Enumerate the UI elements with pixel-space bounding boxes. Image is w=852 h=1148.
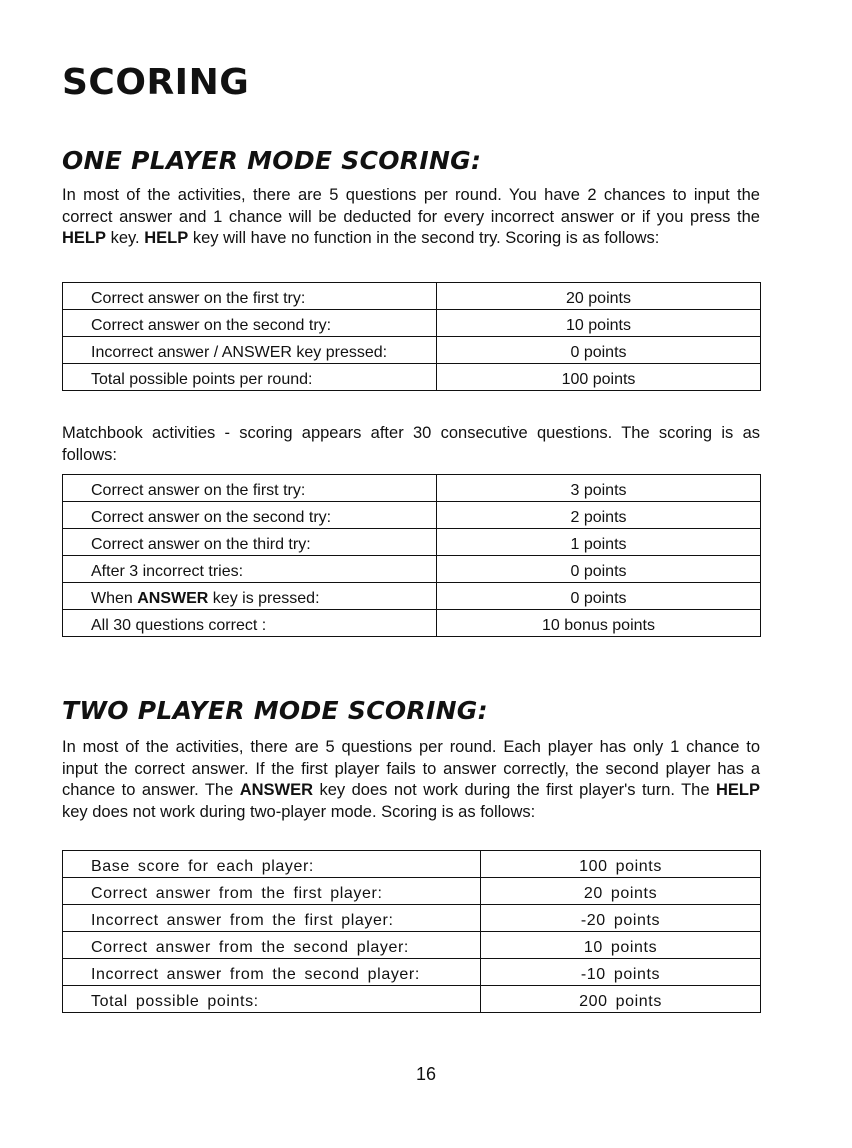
help-key-label: HELP: [144, 229, 189, 247]
score-label: Correct answer on the first try:: [63, 475, 437, 502]
table-row: [63, 851, 761, 878]
score-value: 10 bonus points: [437, 610, 761, 637]
table-row: [63, 959, 761, 986]
table-row: [63, 475, 761, 502]
score-label: Correct answer on the third try:: [63, 529, 437, 556]
score-value: 200 points: [481, 986, 761, 1013]
one-player-score-table: [62, 282, 761, 391]
answer-key-label: ANSWER: [239, 781, 314, 799]
one-player-intro: In most of the activities, there are 5 questions per round. You have 2 chances to input the correct answer and 1 chance will be deducted for every incorrect answer or if you press the HELP key. HELP key will have no function in the second try. Scoring is as follows:: [62, 186, 760, 247]
score-value: 2 points: [437, 502, 761, 529]
score-value: -20 points: [481, 905, 761, 932]
score-label: Correct answer on the second try:: [63, 502, 437, 529]
matchbook-score-table: [62, 474, 761, 637]
score-value: -10 points: [481, 959, 761, 986]
score-value: 1 points: [437, 529, 761, 556]
table-row: [63, 364, 761, 391]
one-player-heading: ONE PLAYER MODE SCORING:: [62, 146, 482, 175]
score-value: 3 points: [437, 475, 761, 502]
score-label: After 3 incorrect tries:: [63, 556, 437, 583]
score-label: Correct answer from the second player:: [63, 932, 481, 959]
table-row: [63, 986, 761, 1013]
score-label: Total possible points:: [63, 986, 481, 1013]
score-label: When ANSWER key is pressed:: [63, 583, 437, 610]
help-key-label: HELP: [715, 781, 760, 799]
score-value: 10 points: [437, 310, 761, 337]
two-player-heading: TWO PLAYER MODE SCORING:: [62, 696, 488, 725]
score-value: 20 points: [481, 878, 761, 905]
score-value: 0 points: [437, 583, 761, 610]
table-row: [63, 283, 761, 310]
score-value: 100 points: [437, 364, 761, 391]
table-row: [63, 556, 761, 583]
score-value: 20 points: [437, 283, 761, 310]
score-value: 100 points: [481, 851, 761, 878]
score-value: 0 points: [437, 337, 761, 364]
score-label: Total possible points per round:: [63, 364, 437, 391]
table-row: [63, 878, 761, 905]
table-row: [63, 310, 761, 337]
score-value: 10 points: [481, 932, 761, 959]
table-row: [63, 610, 761, 637]
help-key-label: HELP: [62, 229, 107, 247]
two-player-score-table: [62, 850, 761, 1013]
two-player-intro: In most of the activities, there are 5 questions per round. Each player has only 1 chance to input the correct answer. If the first player fails to answer correctly, the second player has a chance to answer. The ANSWER key does not work during the first player's turn. The HELP key does not work during two-player mode. Scoring is as follows:: [62, 738, 760, 821]
score-label: Correct answer on the first try:: [63, 283, 437, 310]
table-row: [63, 932, 761, 959]
score-label: Incorrect answer from the second player:: [63, 959, 481, 986]
table-row: [63, 905, 761, 932]
table-row: [63, 583, 761, 610]
score-label: All 30 questions correct :: [63, 610, 437, 637]
table-row: [63, 337, 761, 364]
page-title: SCORING: [62, 62, 250, 103]
matchbook-intro: Matchbook activities - scoring appears after 30 consecutive questions. The scoring is as follows:: [62, 424, 760, 464]
table-row: [63, 529, 761, 556]
score-label: Incorrect answer from the first player:: [63, 905, 481, 932]
score-label: Correct answer from the first player:: [63, 878, 481, 905]
score-label: Incorrect answer / ANSWER key pressed:: [63, 337, 437, 364]
score-label: Base score for each player:: [63, 851, 481, 878]
score-label: Correct answer on the second try:: [63, 310, 437, 337]
page-number: 16: [415, 1064, 437, 1084]
table-row: [63, 502, 761, 529]
answer-key-label: ANSWER: [137, 590, 209, 607]
score-value: 0 points: [437, 556, 761, 583]
